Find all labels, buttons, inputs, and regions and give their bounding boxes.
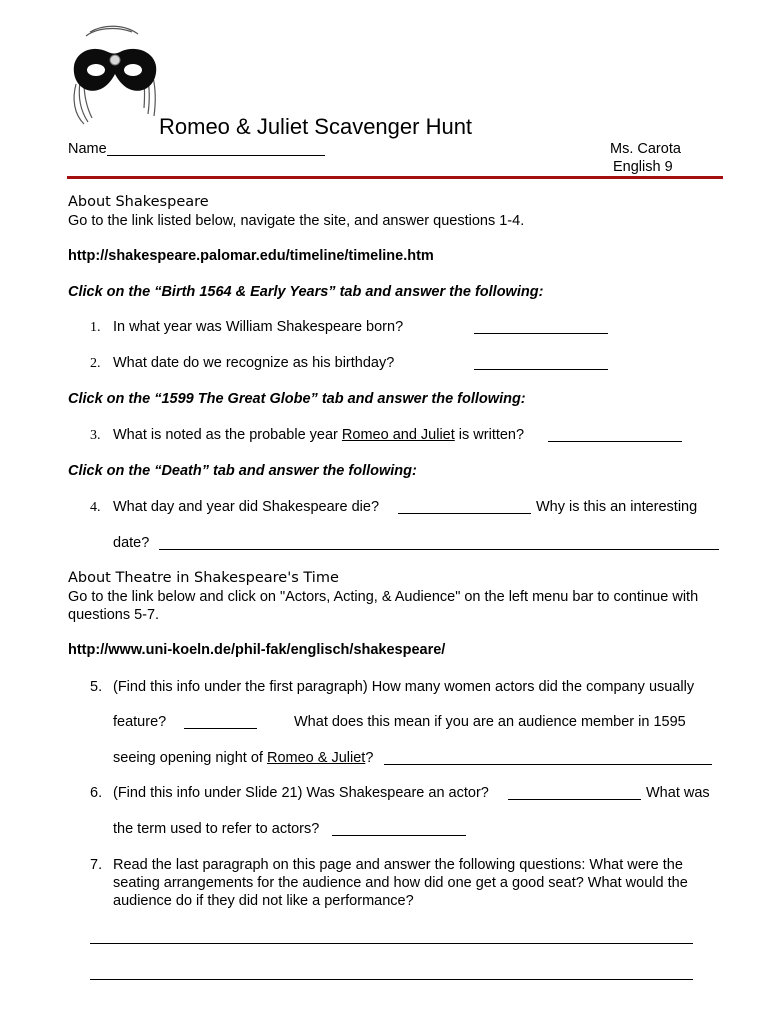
answer-blank-1[interactable]: [474, 319, 608, 334]
question-number: 4.: [90, 500, 101, 515]
answer-blank-6a[interactable]: [508, 785, 641, 800]
teacher-name: Ms. Carota: [610, 141, 681, 157]
section-instructions: Go to the link listed below, navigate the site, and answer questions 1-4.: [68, 213, 525, 229]
question-6b: What was: [646, 785, 710, 801]
mask-logo: [66, 24, 162, 126]
question-3: What is noted as the probable year Romeo and Juliet is written?: [113, 427, 525, 443]
question-number: 3.: [90, 428, 101, 443]
question-4a: What day and year did Shakespeare die?: [113, 499, 380, 515]
answer-blank-3[interactable]: [548, 427, 682, 442]
question-5c: What does this mean if you are an audience member in 1595: [294, 714, 686, 730]
section-heading-shakespeare: About Shakespeare: [68, 194, 209, 210]
question-number: 1.: [90, 320, 101, 335]
answer-blank-5b[interactable]: [384, 750, 712, 765]
question-5a: (Find this info under the first paragraph) How many women actors did the company usually: [113, 679, 695, 695]
tab-instruction-death: Click on the “Death” tab and answer the following:: [68, 463, 417, 479]
question-6c: the term used to refer to actors?: [113, 821, 320, 837]
tab-instruction-birth: Click on the “Birth 1564 & Early Years” tab and answer the following:: [68, 284, 544, 300]
play-title: Romeo and Juliet: [341, 427, 455, 443]
question-number: 6.: [90, 785, 103, 801]
section-instructions: Go to the link below and click on "Actors, Acting, & Audience" on the left menu bar to continue with questions 5-7.: [68, 589, 699, 623]
question-number: 7.: [90, 857, 103, 873]
question-4c: date?: [113, 535, 150, 551]
answer-line-7a[interactable]: [90, 943, 693, 944]
question-number: 2.: [90, 356, 101, 371]
question-5b: feature?: [113, 714, 167, 730]
answer-line-7b[interactable]: [90, 979, 693, 980]
name-label: Name: [68, 141, 107, 157]
course-name: English 9: [613, 159, 673, 175]
answer-blank-4a[interactable]: [398, 499, 531, 514]
answer-blank-4b[interactable]: [159, 535, 719, 550]
link-timeline[interactable]: http://shakespeare.palomar.edu/timeline/timeline.htm: [68, 248, 434, 264]
answer-blank-6b[interactable]: [332, 821, 466, 836]
question-number: 5.: [90, 679, 103, 695]
question-6a: (Find this info under Slide 21) Was Shakespeare an actor?: [113, 785, 489, 801]
question-1: In what year was William Shakespeare born?: [113, 319, 404, 335]
tab-instruction-globe: Click on the “1599 The Great Globe” tab and answer the following:: [68, 391, 526, 407]
link-uni-koeln[interactable]: http://www.uni-koeln.de/phil-fak/englisch/shakespeare/: [68, 642, 446, 658]
answer-blank-2[interactable]: [474, 355, 608, 370]
question-4b: Why is this an interesting: [536, 499, 698, 515]
name-field[interactable]: [68, 141, 325, 157]
play-title: Romeo & Juliet: [267, 750, 366, 766]
answer-blank-5a[interactable]: [184, 714, 257, 729]
question-7: Read the last paragraph on this page and answer the following questions: What were the seating arrangements for the audience and how did one get a good seat? What would the audience do if they did not like a performance?: [113, 857, 688, 909]
section-heading-theatre: About Theatre in Shakespeare's Time: [68, 570, 339, 586]
name-blank[interactable]: [107, 141, 325, 156]
header-rule: [67, 176, 723, 179]
question-2: What date do we recognize as his birthday?: [113, 355, 395, 371]
page-title: Romeo & Juliet Scavenger Hunt: [159, 114, 473, 139]
question-5d: seeing opening night of Romeo & Juliet?: [113, 750, 374, 766]
